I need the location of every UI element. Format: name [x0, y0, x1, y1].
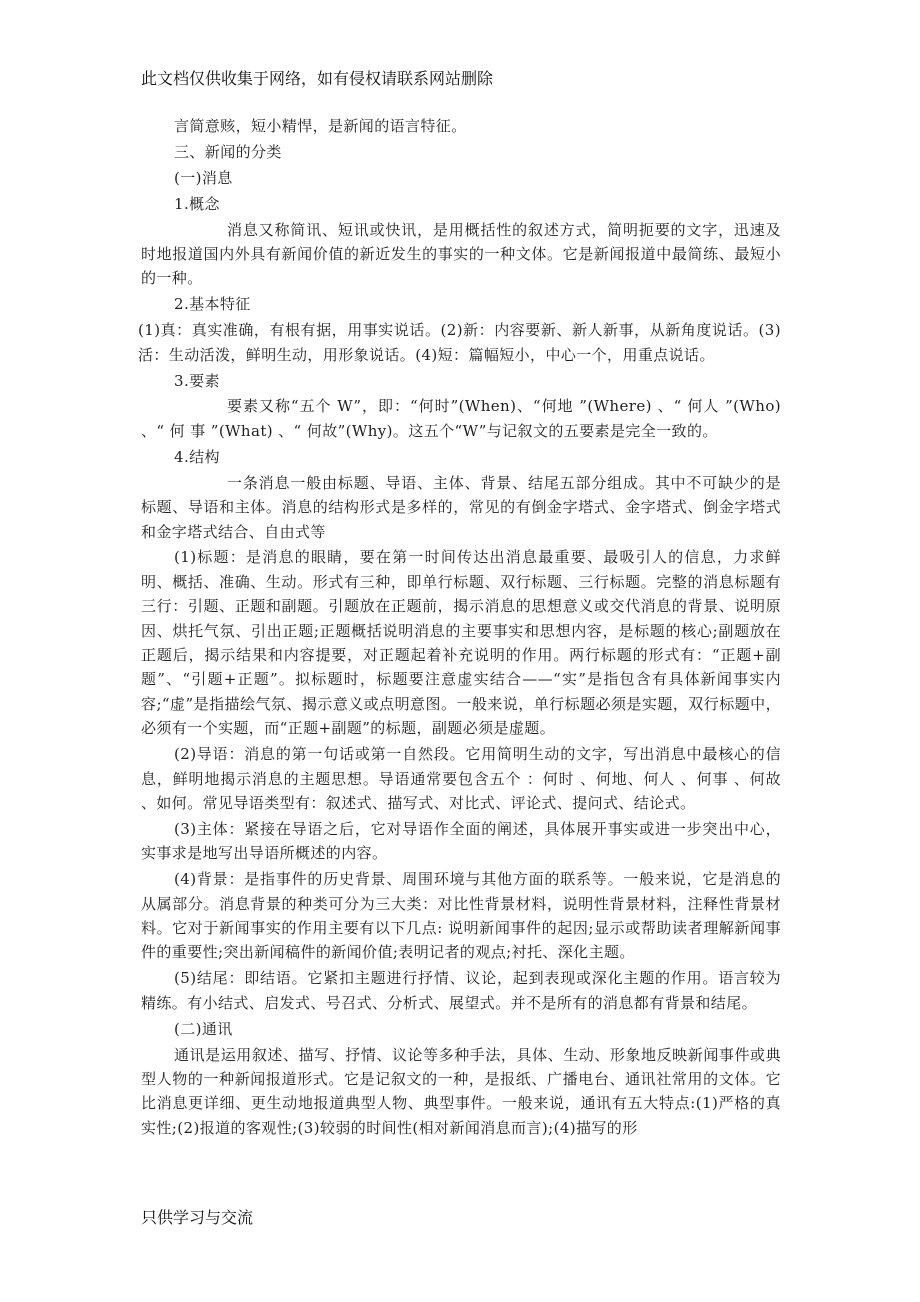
paragraph-correspondence: 通讯是运用叙述、描写、抒情、议论等多种手法，具体、生动、形象地反映新闻事件或典型人物的一种新闻报道形式。它是记叙文的一种，是报纸、广播电台、通讯社常用的文体。它比消息更详细、更生动地报道典型人物、典型事件。一般来说，通讯有五大特点:(1)严格的真实性;(2)报道的客观性;(3)较弱的时间性(相对新闻消息而言);(4)描写的形 — [141, 1045, 781, 1137]
item-heading-concept: 1.概念 — [174, 194, 220, 213]
item-heading-basic-features: 2.基本特征 — [174, 295, 251, 314]
subsection-heading-messages: (一)消息 — [174, 168, 233, 187]
paragraph-headline: (1)标题：是消息的眼睛，要在第一时间传达出消息最重要、最吸引人的信息，力求鲜明、概括、准确、生动。形式有三种，即单行标题、双行标题、三行标题。完整的消息标题有三行：引题、正题和副题。引题放在正题前，揭示消息的思想意义或交代消息的背景、说明原因、烘托气氛、引出正题;正题概括说明消息的主要事实和思想内容，是标题的核心;副题放在正题后，揭示结果和内容提要，对正题起着补充说明的作用。两行标题的形式有：“正题+副题”、“引题+正题”。拟标题时，标题要注意虚实结合——“实”是指包含有具体新闻事实内容;“虚”是指描绘气氛、揭示意义或点明意图。一般来说，单行标题必须是实题，双行标题中，必须有一个实题，而“正题+副题”的标题，副题必须是虚题。 — [141, 548, 781, 738]
paragraph-basic-features: (1)真：真实准确，有根有据，用事实说话。(2)新：内容要新、新人新事，从新角度说话。(3)活：生动活泼，鲜明生动，用形象说话。(4)短：篇幅短小，中心一个，用重点说话。 — [138, 321, 781, 364]
paragraph-body: (3)主体：紧接在导语之后，它对导语作全面的阐述，具体展开事实或进一步突出中心，实事求是地写出导语所概述的内容。 — [141, 819, 781, 863]
paragraph-ending: (5)结尾：即结语。它紧扣主题进行抒情、议论，起到表现或深化主题的作用。语言较为精练。有小结式、启发式、号召式、分析式、展望式。并不是所有的消息都有背景和结尾。 — [141, 969, 781, 1012]
item-heading-elements: 3.要素 — [174, 371, 220, 390]
paragraph-language-features: 言简意赅，短小精悍，是新闻的语言特征。 — [174, 117, 467, 135]
paragraph-lead: (2)导语：消息的第一句话或第一自然段。它用简明生动的文字，写出消息中最核心的信息，鲜明地揭示消息的主题思想。导语通常要包含五个 ：何时 、何地、何人 、何事 、何故 、如何。常见导语类型有：叙述式、描写式、对比式、评论式、提问式、结论式。 — [141, 745, 781, 812]
paragraph-elements: 要素又称“五个 W”，即：“何时”(When)、“何地 ”(Where) 、“ 何人 ”(Who) 、“ 何 事 ”(What) 、“ 何故”(Why)。这五个“W”与记叙文的五要素是完全一致的。 — [141, 397, 781, 440]
page-footer: 只供学习与交流 — [141, 1208, 254, 1227]
page-header: 此文档仅供收集于网络，如有侵权请联系网站删除 — [141, 69, 494, 88]
paragraph-structure: 一条消息一般由标题、导语、主体、背景、结尾五部分组成。其中不可缺少的是标题、导语和主体。消息的结构形式是多样的，常见的有倒金字塔式、金字塔式、倒金字塔式和金字塔式结合、自由式等 — [141, 473, 781, 541]
subsection-heading-correspondence: (二)通讯 — [174, 1019, 233, 1038]
section-heading-news-classification: 三、新闻的分类 — [174, 142, 282, 161]
item-heading-structure: 4.结构 — [174, 447, 220, 466]
paragraph-concept: 消息又称简讯、短讯或快讯，是用概括性的叙述方式，简明扼要的文字，迅速及时地报道国内外具有新闻价值的新近发生的事实的一种文体。它是新闻报道中最简练、最短小的一种。 — [141, 220, 781, 288]
document-body — [138, 114, 781, 1142]
paragraph-background: (4)背景：是指事件的历史背景、周围环境与其他方面的联系等。一般来说，它是消息的从属部分。消息背景的种类可分为三大类：对比性背景材料，说明性背景材料，注释性背景材料。它对于新闻事实的作用主要有以下几点: 说明新闻事件的起因;显示或帮助读者理解新闻事件的重要性;突出新闻稿件的新闻价值;表明记者的观点;衬托、深化主题。 — [141, 870, 781, 962]
